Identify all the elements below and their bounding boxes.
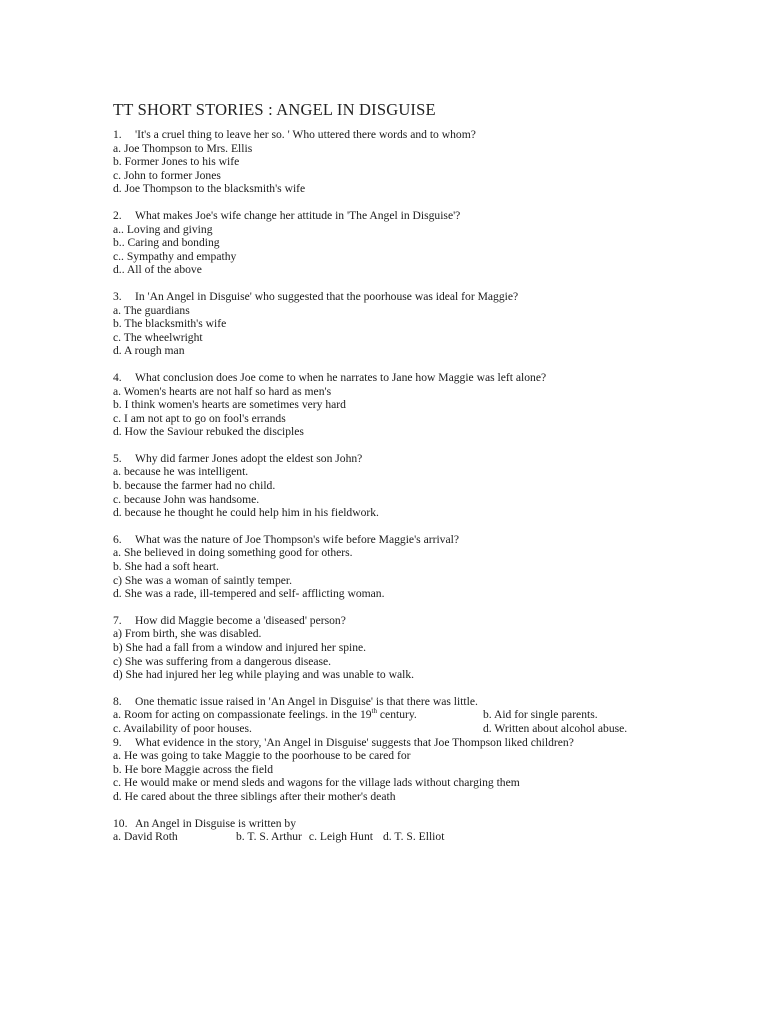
- question-text: 10. An Angel in Disguise is written by: [113, 816, 297, 830]
- option-a: a. David Roth: [113, 830, 178, 844]
- option-b: b. He bore Maggie across the field: [113, 762, 274, 776]
- question-text: 7. How did Maggie become a 'diseased' person?: [113, 613, 346, 627]
- option-b: b. Former Jones to his wife: [113, 155, 240, 169]
- option-c: c. The wheelwright: [113, 330, 203, 344]
- option-c: c. John to former Jones: [113, 168, 221, 182]
- option-a: a. Women's hearts are not half so hard as men's: [113, 384, 332, 398]
- page-title: TT SHORT STORIES : ANGEL IN DISGUISE: [113, 100, 436, 119]
- option-c: c) She was suffering from a dangerous disease.: [113, 654, 332, 668]
- option-d: d.. All of the above: [113, 263, 202, 277]
- option-d: d. T. S. Elliot: [383, 830, 445, 844]
- option-c: c.. Sympathy and empathy: [113, 249, 237, 263]
- option-c: c. Availability of poor houses.: [113, 721, 252, 735]
- option-a: a. He was going to take Maggie to the poorhouse to be cared for: [113, 749, 411, 763]
- option-c: c) She was a woman of saintly temper.: [113, 573, 293, 587]
- option-a: a.. Loving and giving: [113, 222, 213, 236]
- question-7: [113, 614, 673, 682]
- question-6: [113, 533, 673, 601]
- option-d: d) She had injured her leg while playing and was unable to walk.: [113, 668, 415, 682]
- option-a: a. The guardians: [113, 303, 190, 317]
- option-a: a. She believed in doing something good for others.: [113, 546, 353, 560]
- option-d: d. Joe Thompson to the blacksmith's wife: [113, 182, 306, 196]
- question-2: [113, 209, 673, 277]
- question-8-9: [113, 695, 673, 804]
- worksheet: [113, 100, 673, 857]
- option-b: b. T. S. Arthur: [236, 830, 302, 844]
- options-row: [113, 830, 673, 844]
- option-a: a. Room for acting on compassionate feelings. in the 19th century.: [113, 707, 417, 722]
- option-c: c. I am not apt to go on fool's errands: [113, 411, 286, 425]
- question-4: [113, 371, 673, 439]
- option-d: d. She was a rade, ill-tempered and self- afflicting woman.: [113, 587, 385, 601]
- option-c: c. Leigh Hunt: [308, 830, 373, 844]
- option-b: b. because the farmer had no child.: [113, 479, 276, 493]
- question-text: 1. 'It's a cruel thing to leave her so. ' Who uttered there words and to whom?: [113, 128, 476, 141]
- option-d: d. because he thought he could help him in his fieldwork.: [113, 506, 379, 520]
- option-d: d. He cared about the three siblings after their mother's death: [113, 789, 396, 803]
- option-c: c. He would make or mend sleds and wagons for the village lads without charging them: [113, 776, 520, 790]
- option-d: d. How the Saviour rebuked the disciples: [113, 425, 304, 439]
- question-1: [113, 128, 673, 196]
- question-8-text: 8. One thematic issue raised in 'An Angel in Disguise' is that there was little.: [113, 694, 478, 708]
- option-b: b. The blacksmith's wife: [113, 317, 227, 331]
- option-b: b) She had a fall from a window and injured her spine.: [113, 641, 367, 654]
- option-a: a) From birth, she was disabled.: [113, 627, 262, 641]
- option-b: b. Aid for single parents.: [483, 708, 598, 722]
- question-text: 4. What conclusion does Joe come to when he narrates to Jane how Maggie was left alone?: [113, 370, 547, 384]
- option-a: a. because he was intelligent.: [113, 465, 249, 479]
- option-b: b. I think women's hearts are sometimes very hard: [113, 398, 346, 412]
- question-9-text: 9. What evidence in the story, 'An Angel in Disguise' suggests that Joe Thompson liked children?: [113, 735, 574, 749]
- option-a: a. Joe Thompson to Mrs. Ellis: [113, 141, 253, 155]
- option-c: c. because John was handsome.: [113, 492, 260, 506]
- question-text: 2. What makes Joe's wife change her attitude in 'The Angel in Disguise'?: [113, 208, 461, 222]
- option-d: d. A rough man: [113, 344, 185, 358]
- question-text: 3. In 'An Angel in Disguise' who suggested that the poorhouse was ideal for Maggie?: [113, 289, 519, 303]
- options-row-ab: [113, 708, 673, 722]
- option-b: b.. Caring and bonding: [113, 236, 220, 250]
- option-d: d. Written about alcohol abuse.: [483, 721, 628, 735]
- options-row-cd: [113, 722, 673, 736]
- question-10: [113, 817, 673, 844]
- question-5: [113, 452, 673, 520]
- option-b: b. She had a soft heart.: [113, 560, 219, 574]
- question-text: 5. Why did farmer Jones adopt the eldest son John?: [113, 451, 363, 465]
- question-text: 6. What was the nature of Joe Thompson's wife before Maggie's arrival?: [113, 532, 459, 546]
- question-3: [113, 290, 673, 358]
